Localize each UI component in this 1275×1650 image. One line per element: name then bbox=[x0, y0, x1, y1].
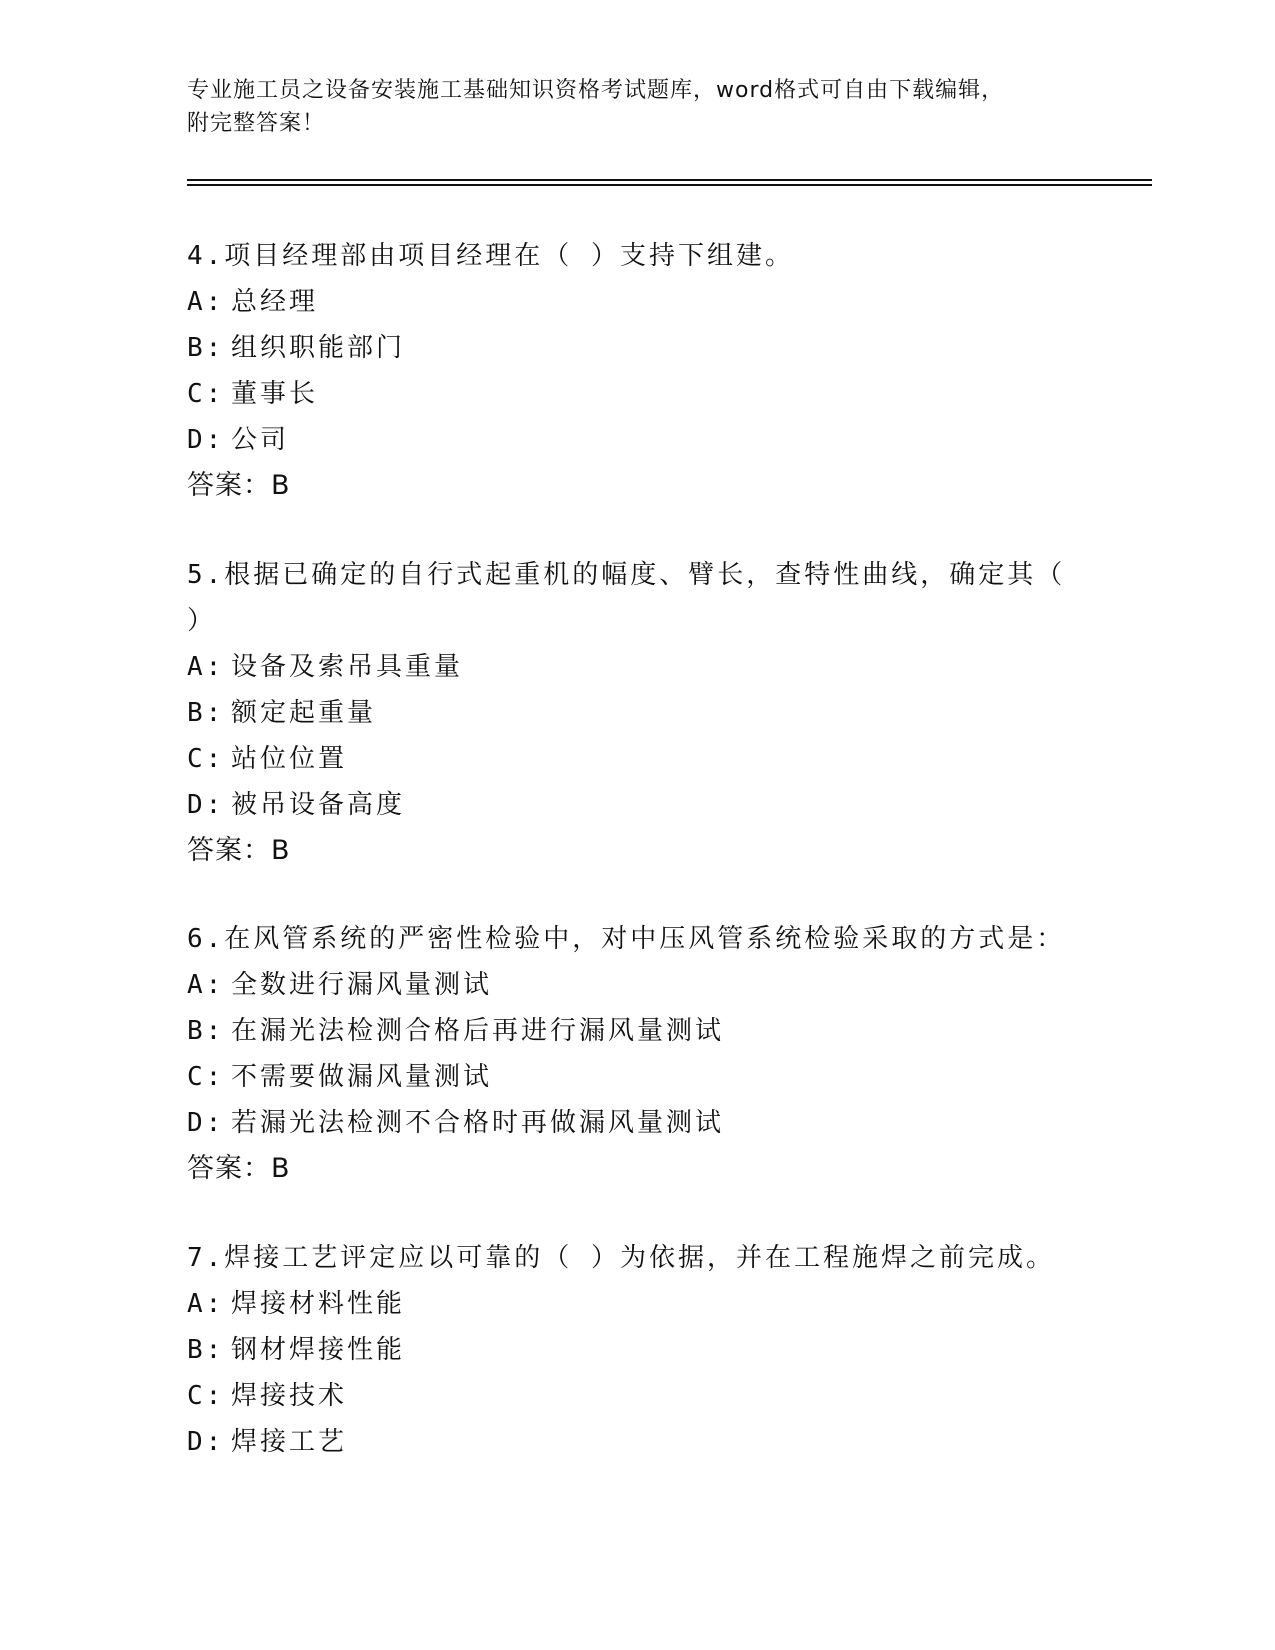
option-text: 若漏光法检测不合格时再做漏风量测试 bbox=[231, 1108, 725, 1138]
option-text: 在漏光法检测合格后再进行漏风量测试 bbox=[231, 1016, 725, 1046]
option-text: 被吊设备高度 bbox=[231, 790, 406, 820]
document-header bbox=[187, 74, 1067, 140]
option-text: 额定起重量 bbox=[231, 698, 377, 728]
option-c bbox=[187, 736, 1087, 782]
option-a bbox=[187, 644, 1087, 690]
option-text: 钢材焊接性能 bbox=[231, 1335, 406, 1365]
option-text: 全数进行漏风量测试 bbox=[231, 970, 493, 1000]
option-b bbox=[187, 1327, 1087, 1373]
option-d bbox=[187, 417, 1087, 463]
option-a bbox=[187, 279, 1087, 325]
option-letter: D: bbox=[187, 1427, 225, 1457]
header-divider-top bbox=[187, 179, 1152, 181]
option-text: 董事长 bbox=[231, 379, 319, 409]
option-letter: D: bbox=[187, 1108, 225, 1138]
header-line-1: 专业施工员之设备安装施工基础知识资格考试题库，word格式可自由下载编辑， bbox=[187, 78, 1005, 103]
question-stem: 4.项目经理部由项目经理在（ ）支持下组建。 bbox=[187, 241, 794, 271]
option-letter: C: bbox=[187, 379, 225, 409]
option-letter: A: bbox=[187, 652, 225, 682]
option-d bbox=[187, 1419, 1087, 1465]
option-letter: C: bbox=[187, 1062, 225, 1092]
question-7 bbox=[187, 1235, 1087, 1465]
option-text: 组织职能部门 bbox=[231, 333, 406, 363]
question-stem-line-1: 5.根据已确定的自行式起重机的幅度、臂长，查特性曲线，确定其（ bbox=[187, 560, 1066, 590]
option-letter: B: bbox=[187, 333, 225, 363]
header-line-2: 附完整答案！ bbox=[187, 111, 326, 136]
option-letter: A: bbox=[187, 970, 225, 1000]
option-a bbox=[187, 1281, 1087, 1327]
option-c bbox=[187, 371, 1087, 417]
option-letter: B: bbox=[187, 698, 225, 728]
question-4 bbox=[187, 233, 1087, 509]
option-letter: B: bbox=[187, 1335, 225, 1365]
option-text: 焊接工艺 bbox=[231, 1427, 348, 1457]
question-6 bbox=[187, 916, 1087, 1192]
option-letter: C: bbox=[187, 744, 225, 774]
question-stem-line-2: ） bbox=[187, 606, 217, 636]
option-c bbox=[187, 1373, 1087, 1419]
answer-line: 答案：B bbox=[187, 470, 291, 501]
option-text: 不需要做漏风量测试 bbox=[231, 1062, 493, 1092]
option-text: 焊接材料性能 bbox=[231, 1289, 406, 1319]
option-b bbox=[187, 325, 1087, 371]
option-text: 焊接技术 bbox=[231, 1381, 348, 1411]
question-5 bbox=[187, 552, 1087, 874]
option-letter: A: bbox=[187, 1289, 225, 1319]
option-text: 公司 bbox=[231, 425, 290, 455]
option-b bbox=[187, 690, 1087, 736]
option-text: 设备及索吊具重量 bbox=[231, 652, 464, 682]
option-b bbox=[187, 1008, 1087, 1054]
answer-line: 答案：B bbox=[187, 1153, 291, 1184]
option-a bbox=[187, 962, 1087, 1008]
option-c bbox=[187, 1054, 1087, 1100]
option-d bbox=[187, 1100, 1087, 1146]
option-text: 站位位置 bbox=[231, 744, 348, 774]
option-letter: C: bbox=[187, 1381, 225, 1411]
question-stem: 7.焊接工艺评定应以可靠的（ ）为依据，并在工程施焊之前完成。 bbox=[187, 1243, 1055, 1273]
header-divider-bottom bbox=[187, 184, 1152, 186]
option-letter: B: bbox=[187, 1016, 225, 1046]
option-letter: D: bbox=[187, 425, 225, 455]
answer-line: 答案：B bbox=[187, 835, 291, 866]
option-letter: A: bbox=[187, 287, 225, 317]
option-text: 总经理 bbox=[231, 287, 319, 317]
option-d bbox=[187, 782, 1087, 828]
question-stem: 6.在风管系统的严密性检验中，对中压风管系统检验采取的方式是： bbox=[187, 924, 1066, 954]
option-letter: D: bbox=[187, 790, 225, 820]
